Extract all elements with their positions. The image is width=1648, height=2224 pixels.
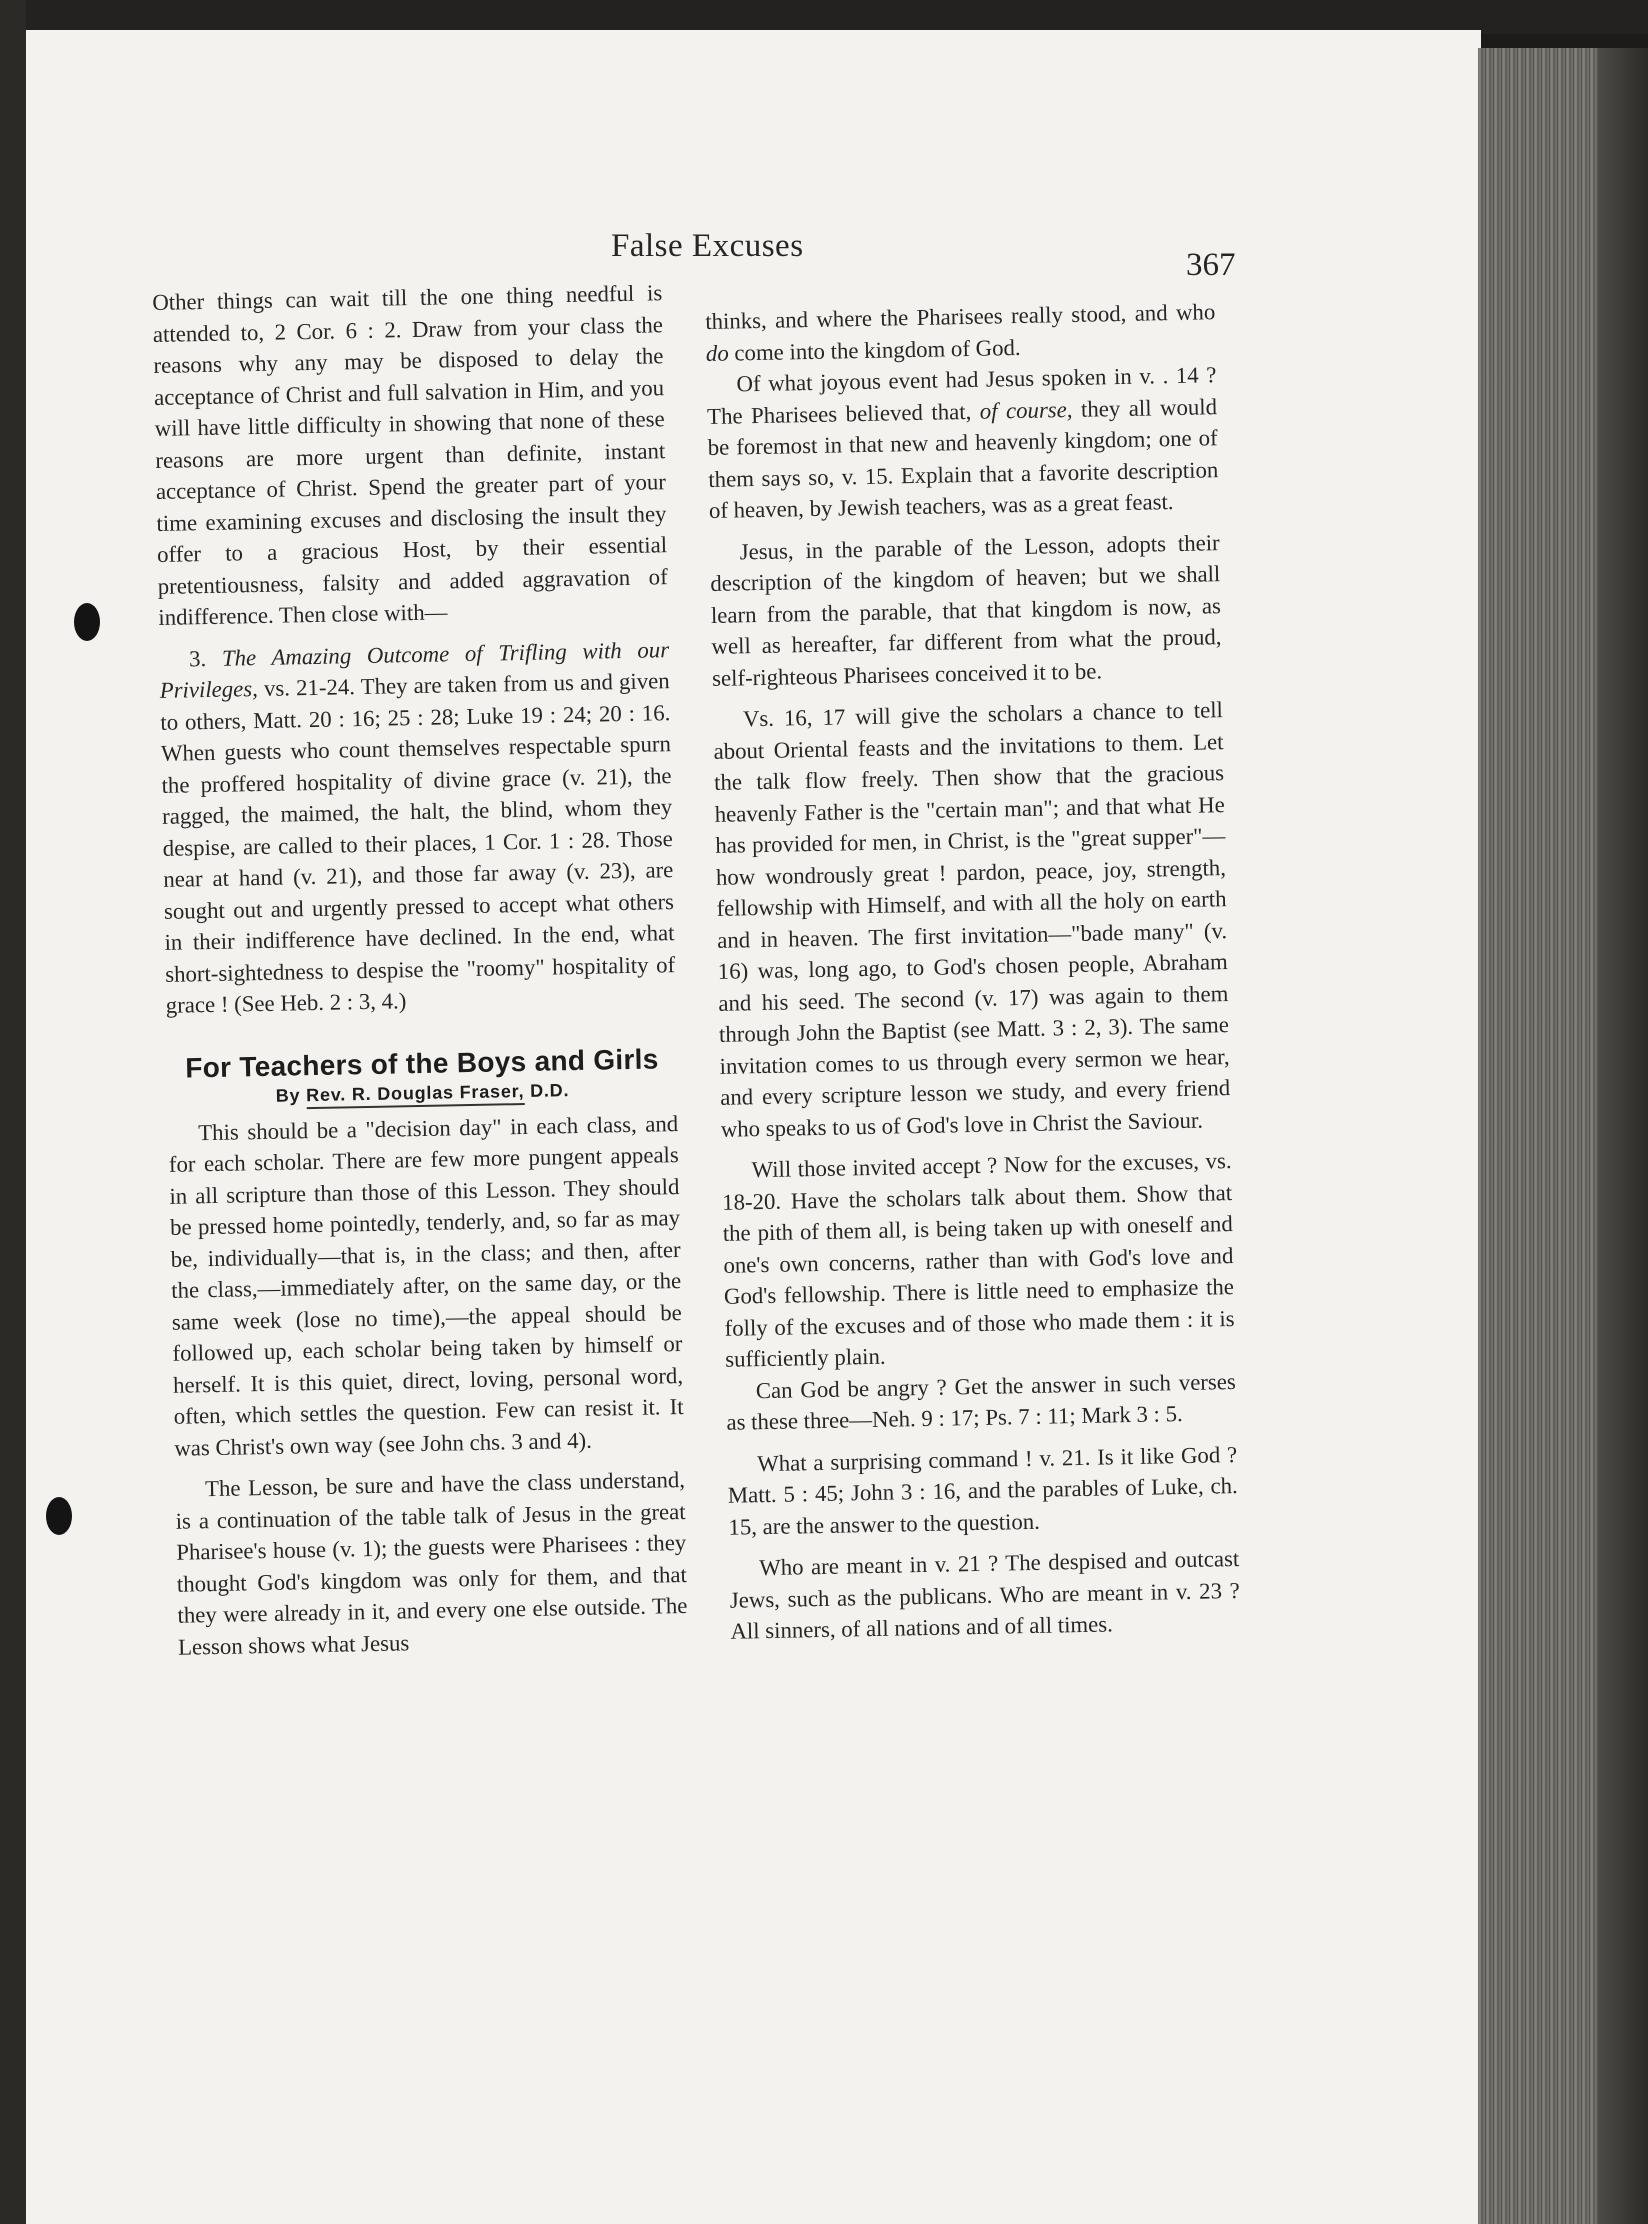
- right-p2-text-a: Of what joyous event had Jesus spoken in v. . 14 ? The Pharisees believed that,: [706, 362, 1217, 429]
- right-paragraph-7: What a surprising command ! v. 21. Is it like God ? Matt. 5 : 45; John 3 : 16, and the parables of Luke, ch. 15, are the answer to the question.: [727, 1441, 1238, 1540]
- right-p1-text-b: come into the kingdom of God.: [734, 334, 1021, 365]
- right-paragraph-1: [705, 296, 1216, 369]
- book-spine-shadow: [1598, 48, 1648, 2224]
- byline-author: Rev. R. Douglas Fraser,: [306, 1081, 525, 1109]
- left-paragraph-4: The Lesson, be sure and have the class understand, is a continuation of the table talk of Jesus in the great Pharisee's house (v. 1); the guests were Pharisees : they thought God's kingdom was only for them, and that they were already in it, and every one else outside. The Lesson shows what Jesus: [175, 1466, 688, 1660]
- byline-prefix: By: [275, 1084, 301, 1106]
- right-p1-text-a: thinks, and where the Pharisees really stood, and who: [705, 299, 1216, 334]
- point-body: vs. 21-24. They are taken from us and given to others, Matt. 20 : 16; 25 : 28; Luke 19 : 24; 20 : 16. When guests who count themselves respectable spurn the proffered hospitality of divine grace (v. 21), the ragged, the maimed, the halt, the blind, whom they despise, are called to their places, 1 Cor. 1 : 28. Those near at hand (v. 21), and those far away (v. 23), are sought out and urgently pressed to accept what others in their indifference have declined. In the end, what short-sightedness to despise the "roomy" hospitality of grace ! (See Heb. 2 : 3, 4.): [160, 668, 676, 1018]
- point-title: The Amazing Outcome of Trifling with our Privileges,: [159, 636, 670, 703]
- right-paragraph-4: Vs. 16, 17 will give the scholars a chance to tell about Oriental feasts and the invitations to them. Let the talk flow freely. Then show that the gracious heavenly Father is the "certain man"; and that what He has provided for men, in Christ, is the "great supper"—how wondrously great ! pardon, peace, joy, strength, fellowship with Himself, and with all the holy on earth and in heaven. The first invitation—"bade many" (v. 16) was, long ago, to God's chosen people, Abraham and his seed. The second (v. 17) was again to them through John the Baptist (see Matt. 3 : 2, 3). The same invitation comes to us through every sermon we hear, and every scripture lesson we study, and every friend who speaks to us of God's love in Christ the Saviour.: [713, 697, 1231, 1142]
- section-heading: For Teachers of the Boys and Girls: [185, 1042, 659, 1084]
- point-number: 3.: [188, 645, 207, 671]
- right-p1-emphasis: do: [705, 340, 729, 366]
- running-head: False Excuses: [611, 228, 804, 264]
- right-p2-emphasis: of course,: [979, 396, 1073, 424]
- left-paragraph-2: [159, 634, 676, 1022]
- left-paragraph-3: This should be a "decision day" in each class, and for each scholar. There are few more pungent appeals in all scripture than those of this Lesson. They should be pressed home pointedly, tenderly, and, so far as may be, individually—that is, in the class; and then, after the class,—immediately after, on the same day, or the same week (lose no time),—the appeal should be followed up, each scholar being taken by himself or herself. It is this quiet, direct, loving, personal word, often, which settles the question. Few can resist it. It was Christ's own way (see John chs. 3 and 4).: [168, 1110, 684, 1461]
- right-paragraph-5: Will those invited accept ? Now for the excuses, vs. 18-20. Have the scholars talk about them. Show that the pith of them all, is being taken up with oneself and one's own concerns, rather than with God's love and God's fellowship. There is little need to emphasize the folly of the excuses and of those who made them : it is sufficiently plain.: [721, 1148, 1235, 1372]
- page-edges-stack: [1478, 48, 1598, 2224]
- left-column: [152, 277, 688, 1663]
- right-paragraph-2: [706, 359, 1219, 526]
- punch-hole-bottom: [46, 1497, 72, 1535]
- right-paragraph-3: Jesus, in the parable of the Lesson, adopts their description of the kingdom of heaven; but we shall learn from the parable, that that kingdom is now, as well as hereafter, far different from what the proud, self-righteous Pharisees conceived it to be.: [710, 529, 1222, 691]
- punch-hole-top: [74, 603, 100, 641]
- right-p2-text-b: they all would be foremost in that new and heavenly kingdom; one of them says so, v. 15. Explain that a favorite description of heaven, by Jewish teachers, was as a great feast.: [707, 393, 1219, 523]
- byline-degree: D.D.: [529, 1079, 570, 1101]
- right-paragraph-6: Can God be angry ? Get the answer in such verses as these three—Neh. 9 : 17; Ps. 7 : 11; Mark 3 : 5.: [726, 1368, 1236, 1435]
- left-book-edge: [0, 0, 26, 2224]
- right-paragraph-8: Who are meant in v. 21 ? The despised and outcast Jews, such as the publicans. Who are meant in v. 23 ? All sinners, of all nations and of all times.: [729, 1545, 1240, 1644]
- right-column: [705, 296, 1241, 1647]
- top-shadow: [0, 0, 1648, 34]
- left-paragraph-1: Other things can wait till the one thing needful is attended to, 2 Cor. 6 : 2. Draw from your class the reasons why any may be disposed to delay the acceptance of Christ and full salvation in Him, and you will have little difficulty in showing that none of these reasons are more urgent than definite, instant acceptance of Christ. Spend the greater part of your time examining excuses and disclosing the insult they offer to a gracious Host, by their essential pretentiousness, falsity and added aggravation of indifference. Then close with—: [152, 280, 668, 630]
- page-number: 367: [1186, 247, 1236, 283]
